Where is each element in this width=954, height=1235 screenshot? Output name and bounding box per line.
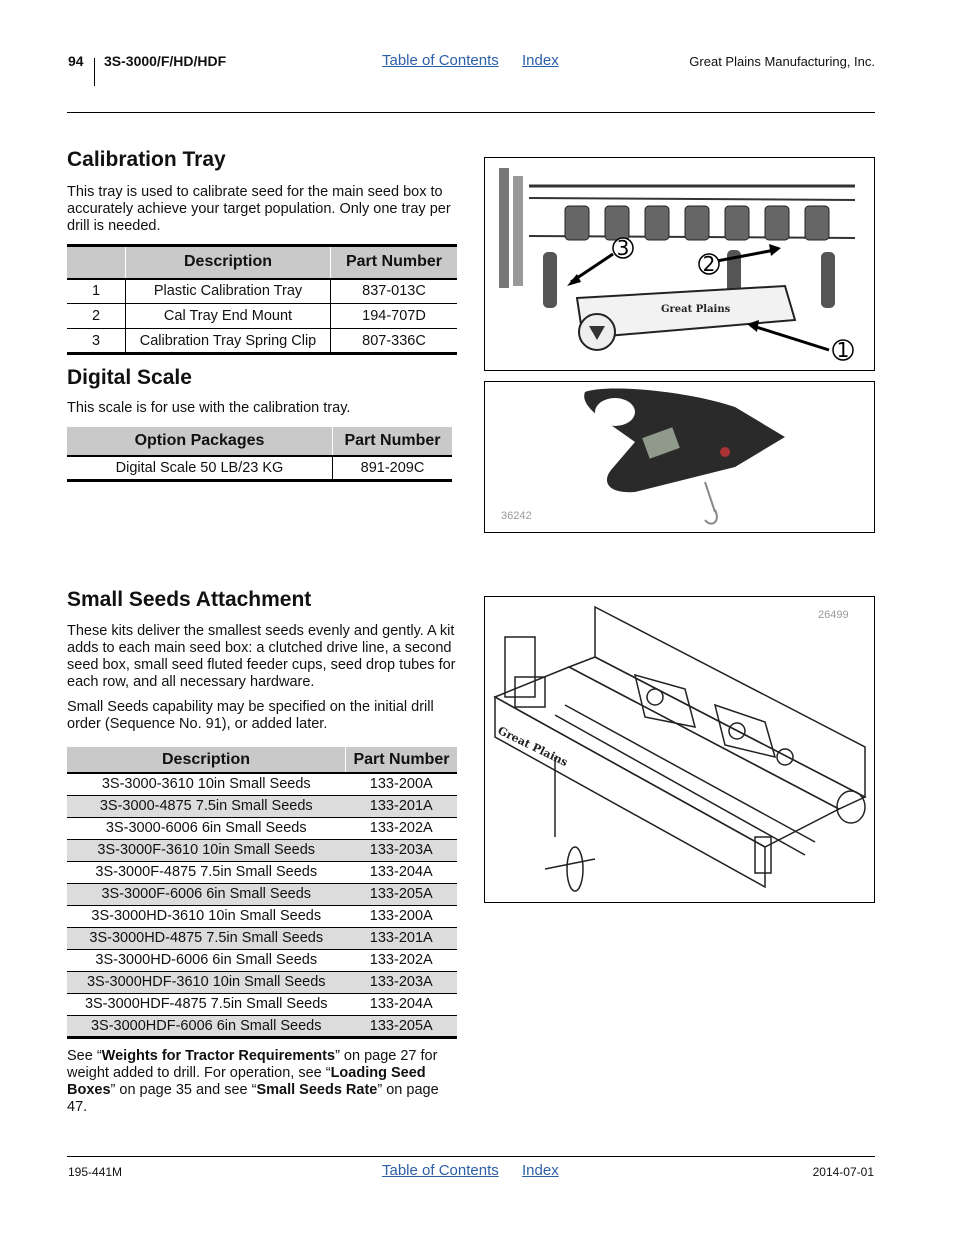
doc-date: 2014-07-01	[812, 1165, 874, 1179]
digital-scale-figure	[484, 381, 875, 533]
calibration-body: This tray is used to calibrate seed for the main seed box to accurately achieve your target population. Only one tray per drill is needed.	[67, 184, 451, 234]
callout-2: 2	[702, 252, 716, 276]
cell: 891-209C	[360, 459, 425, 476]
cell: 3S-3000HD-3610 10in Small Seeds	[91, 908, 322, 924]
scale-col-part: Part Number	[333, 427, 453, 456]
cell: 3	[67, 329, 126, 354]
cell: 1	[67, 279, 126, 304]
cell: 133-205A	[369, 1017, 433, 1034]
scale-table	[67, 427, 452, 482]
see-also-part: See “	[67, 1048, 102, 1064]
cell: 2	[67, 304, 126, 329]
table-row	[67, 949, 457, 971]
small-seeds-body-1: These kits deliver the smallest seeds evenly and gently. A kit adds to each main seed box: a clutched drive line, a second seed box, small seed fluted feeder cups, seed drop tubes for each row, and all necessary hardware.	[67, 623, 456, 690]
table-row	[67, 883, 457, 905]
footer-toc-link[interactable]: Table of Contents	[382, 1162, 499, 1179]
cell: 133-204A	[369, 864, 433, 880]
cell: 133-201A	[369, 798, 433, 814]
callout-3: 3	[616, 236, 630, 260]
cal-col-desc: Description	[126, 246, 331, 279]
see-also-part: ” on page 35 and see “	[110, 1082, 257, 1098]
cell: 133-204A	[369, 996, 433, 1012]
cell: 133-202A	[369, 820, 433, 836]
table-row	[67, 304, 457, 329]
cell: 3S-3000F-6006 6in Small Seeds	[101, 886, 312, 902]
table-row	[67, 817, 457, 839]
small-seeds-title: Small Seeds Attachment	[67, 588, 312, 611]
cell: 133-200A	[369, 776, 433, 793]
footer-rule	[67, 1156, 875, 1157]
header-index-link[interactable]: Index	[522, 52, 559, 69]
small-seeds-table	[67, 747, 457, 1039]
model-title: 3S-3000/F/HD/HDF	[104, 53, 227, 69]
cell: 3S-3000HD-4875 7.5in Small Seeds	[89, 930, 324, 946]
cell: 3S-3000-3610 10in Small Seeds	[101, 776, 311, 793]
page-number: 94	[68, 53, 84, 69]
see-also-part: ” on page 47.	[67, 1082, 439, 1115]
cell: 3S-3000HDF-3610 10in Small Seeds	[86, 974, 326, 990]
cal-col-num	[67, 246, 126, 279]
seeds-col-part: Part Number	[346, 747, 458, 773]
table-row	[67, 861, 457, 883]
table-row	[67, 971, 457, 993]
header-divider	[94, 58, 95, 86]
cell: 133-200A	[369, 908, 433, 924]
cell: Digital Scale 50 LB/23 KG	[67, 456, 333, 480]
table-row	[67, 773, 457, 795]
brand-label: Great Plains	[495, 724, 570, 770]
cell: 807-336C	[362, 332, 426, 349]
cell: Cal Tray End Mount	[126, 304, 331, 329]
header-rule	[67, 112, 875, 113]
see-also-text	[67, 1048, 459, 1116]
table-row	[67, 329, 457, 354]
cell: Plastic Calibration Tray	[126, 279, 331, 304]
cell: 3S-3000HDF-4875 7.5in Small Seeds	[84, 996, 328, 1012]
see-also-part: ” on page 27 for weight added to drill. For operation, see “	[67, 1048, 438, 1081]
cell: 3S-3000-6006 6in Small Seeds	[105, 820, 307, 836]
digital-scale-illustration	[485, 382, 874, 532]
cell: 3S-3000HD-6006 6in Small Seeds	[95, 952, 318, 968]
small-seeds-figure	[484, 596, 875, 903]
cal-col-part: Part Number	[331, 246, 458, 279]
cell: 837-013C	[362, 283, 426, 300]
seeds-col-desc: Description	[67, 747, 346, 773]
small-seeds-illustration	[485, 597, 874, 902]
ref-weights-tractor: Weights for Tractor Requirements	[101, 1048, 336, 1064]
table-row	[67, 993, 457, 1015]
cell: 133-201A	[369, 930, 433, 946]
header-toc-link[interactable]: Table of Contents	[382, 52, 499, 69]
cell: 3S-3000-4875 7.5in Small Seeds	[99, 798, 313, 814]
table-row	[67, 905, 457, 927]
scale-body: This scale is for use with the calibration tray.	[67, 400, 351, 416]
cell: 3S-3000F-4875 7.5in Small Seeds	[95, 864, 318, 880]
small-seeds-body-2: Small Seeds capability may be specified on the initial drill order (Sequence No. 91), or added later.	[67, 699, 434, 732]
cell: 194-707D	[362, 308, 426, 324]
table-row	[67, 456, 452, 480]
calibration-tray-figure	[484, 157, 875, 371]
calibration-title: Calibration Tray	[67, 148, 226, 171]
drill-tray-illustration	[485, 158, 874, 370]
table-row	[67, 839, 457, 861]
cell: 133-205A	[369, 886, 433, 902]
cell: 133-203A	[369, 842, 433, 858]
table-row	[67, 795, 457, 817]
table-row	[67, 1015, 457, 1037]
cell: Calibration Tray Spring Clip	[126, 329, 331, 354]
ref-small-seeds-rate: Small Seeds Rate	[256, 1082, 378, 1098]
brand-label: Great Plains	[661, 304, 731, 315]
cell: 133-202A	[369, 952, 433, 968]
doc-number: 195-441M	[68, 1165, 123, 1179]
cell: 133-203A	[369, 974, 433, 990]
callout-1: 1	[836, 338, 850, 362]
scale-figure-number: 36242	[501, 510, 532, 522]
ref-loading-seed-boxes: Loading Seed Boxes	[67, 1065, 426, 1098]
cell: 3S-3000F-3610 10in Small Seeds	[97, 842, 316, 858]
cell: 3S-3000HDF-6006 6in Small Seeds	[90, 1017, 322, 1034]
scale-col-option: Option Packages	[67, 427, 333, 456]
table-row	[67, 279, 457, 304]
footer-index-link[interactable]: Index	[522, 1162, 559, 1179]
calibration-table	[67, 244, 457, 355]
small-seeds-figure-number: 26499	[818, 609, 849, 621]
scale-title: Digital Scale	[67, 366, 192, 389]
table-row	[67, 927, 457, 949]
company-name: Great Plains Manufacturing, Inc.	[689, 54, 875, 69]
